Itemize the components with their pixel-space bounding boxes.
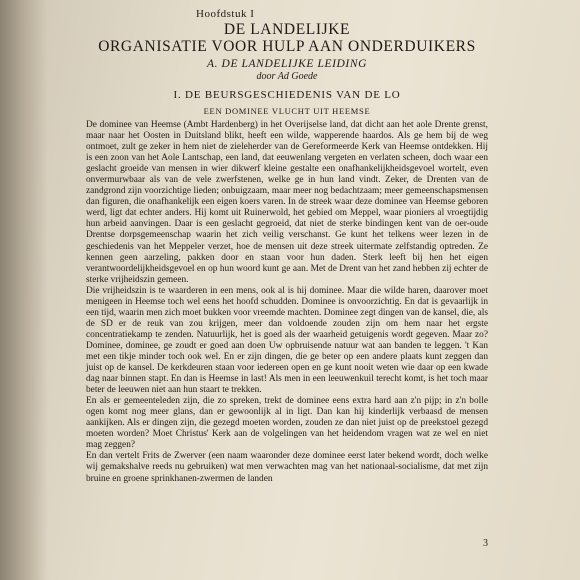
body-paragraph: En dan vertelt Frits de Zwerver (een naam waaronder deze dominee eerst later bekend wordt, doch welke wij gemakshalve reeds nu gebruiken) wat men verwachten mag van het nationaal-socialisme, dat met zijn bruine en groene sprinkhanen-zwermen de landen: [86, 451, 488, 484]
body-paragraph: Die vrijheidszin is te waarderen in een mens, ook al is hij dominee. Maar die wilde haren, daarover moet menigeen in Heemse toch wel eens het hoofd schudden. Dominee is onvoorzichtig. En dat is gevaarlijk in een tijd, waarin men zich moet bukken voor vreemde machten. Dominee zegt dingen van de kansel, die, als de SD er de reuk van zou krijgen, meer dan voldoende zouden zijn om hem naar het ergste concentratiekamp te zenden. Natuurlijk, het is goed als der waarheid getuigenis wordt gegeven. Maar zo? Dominee, dominee, ge zoudt er goed aan doen Uw opbruisende natuur wat aan banden te leggen. 't Kan met een tikje minder toch ook wel. En er zijn dingen, die ge beter op een andere plaats kunt zeggen dan juist op de kansel. De kerkdeuren staan voor iedereen open en ge kunt nooit weten wie daar op een kwade dag naar binnen stapt. En dan is Heemse in last! Als men in een leeuwenkuil terecht komt, is het toch maar beter de leeuwen niet aan hun staart te trekken.: [86, 285, 488, 396]
body-paragraph: De dominee van Heemse (Ambt Hardenberg) in het Overijselse land, dat dicht aan het aole Drente grenst, maar naar het Oosten in Duitsland blikt, heeft een wilde, wapperende haardos. Als ge hem bij de weg ontmoet, zult ge zeker in hem niet de zieleherder van de Gereformeerde Kerk van Heemse ontdekken. Hij is een zoon van het Aole Lantschap, een land, dat eeuwenlang vergeten en verlaten scheen, doch waar een geslacht groeide van mensen in wier dikwerf kleine gestalte een onafhankelijkheidsgevoel wortelt, even onvermurwbaar als van de vele zwerfstenen, welke ge in hun land vindt. Zeker, de Drenten van de zandgrond zijn voorzichtige lieden; onbuigzaam, maar meer nog bedachtzaam; meer gemeenschapsmensen dan figuren, die onafhankelijk een eigen koers varen. In de streek waar deze dominee van Heemse geboren werd, ligt dat echter anders. Hij komt uit Ruinerwold, het gebied om Meppel, waar pioniers al vroegtijdig hun arbeid aanvingen. Daar is een geslacht gegroeid, dat niet de sterke bindingen kent van de oer-oude Drentse dorpsgemeenschap waarin het zich veilig verschanst. Ge kunt het telkens weer lezen in de geschiedenis van het Meppeler verzet, hoe de mensen uit deze streek uitermate zelfstandig optreden. Ze kennen geen aarzeling, pakken door en staan voor hun daden. Sterk leeft bij hen het eigen verantwoordelijkheidsgevoel en op hun woord kunt ge aan. Met de Drent van het zand hebben zij echter de sterke vrijheidszin gemeen.: [86, 120, 488, 285]
subsection-heading: I. DE BEURSGESCHIEDENIS VAN DE LO: [173, 89, 401, 101]
page-number: 3: [483, 538, 488, 549]
chapter-title-line-2: ORGANISATIE VOOR HULP AAN ONDERDUIKERS: [98, 38, 476, 55]
page-content: [86, 8, 488, 485]
section-heading: A. DE LANDELIJKE LEIDING: [206, 58, 368, 70]
chapter-label: Hoofdstuk I: [196, 8, 255, 20]
body-paragraph: En als er gemeenteleden zijn, die zo spreken, trekt de dominee eens extra hard aan z'n pijp; in z'n bolle ogen komt nog meer glans, dan er gewoonlijk al in ligt. Dan kan hij kinderlijk verbaasd de mensen aankijken. Als er dingen zijn, die gezegd moeten worden, zouden ze dan niet juist op de preekstoel gezegd moeten worden? Moet Christus' Kerk aan de volgelingen van het heidendom vragen wat ze wel en niet mag zeggen?: [86, 396, 488, 451]
chapter-title-line-1: DE LANDELIJKE: [223, 21, 351, 38]
author-line: door Ad Goede: [256, 71, 318, 82]
book-spine-shadow: [0, 0, 48, 580]
smallcaps-heading: EEN DOMINEE VLUCHT UIT HEEMSE: [203, 106, 371, 116]
